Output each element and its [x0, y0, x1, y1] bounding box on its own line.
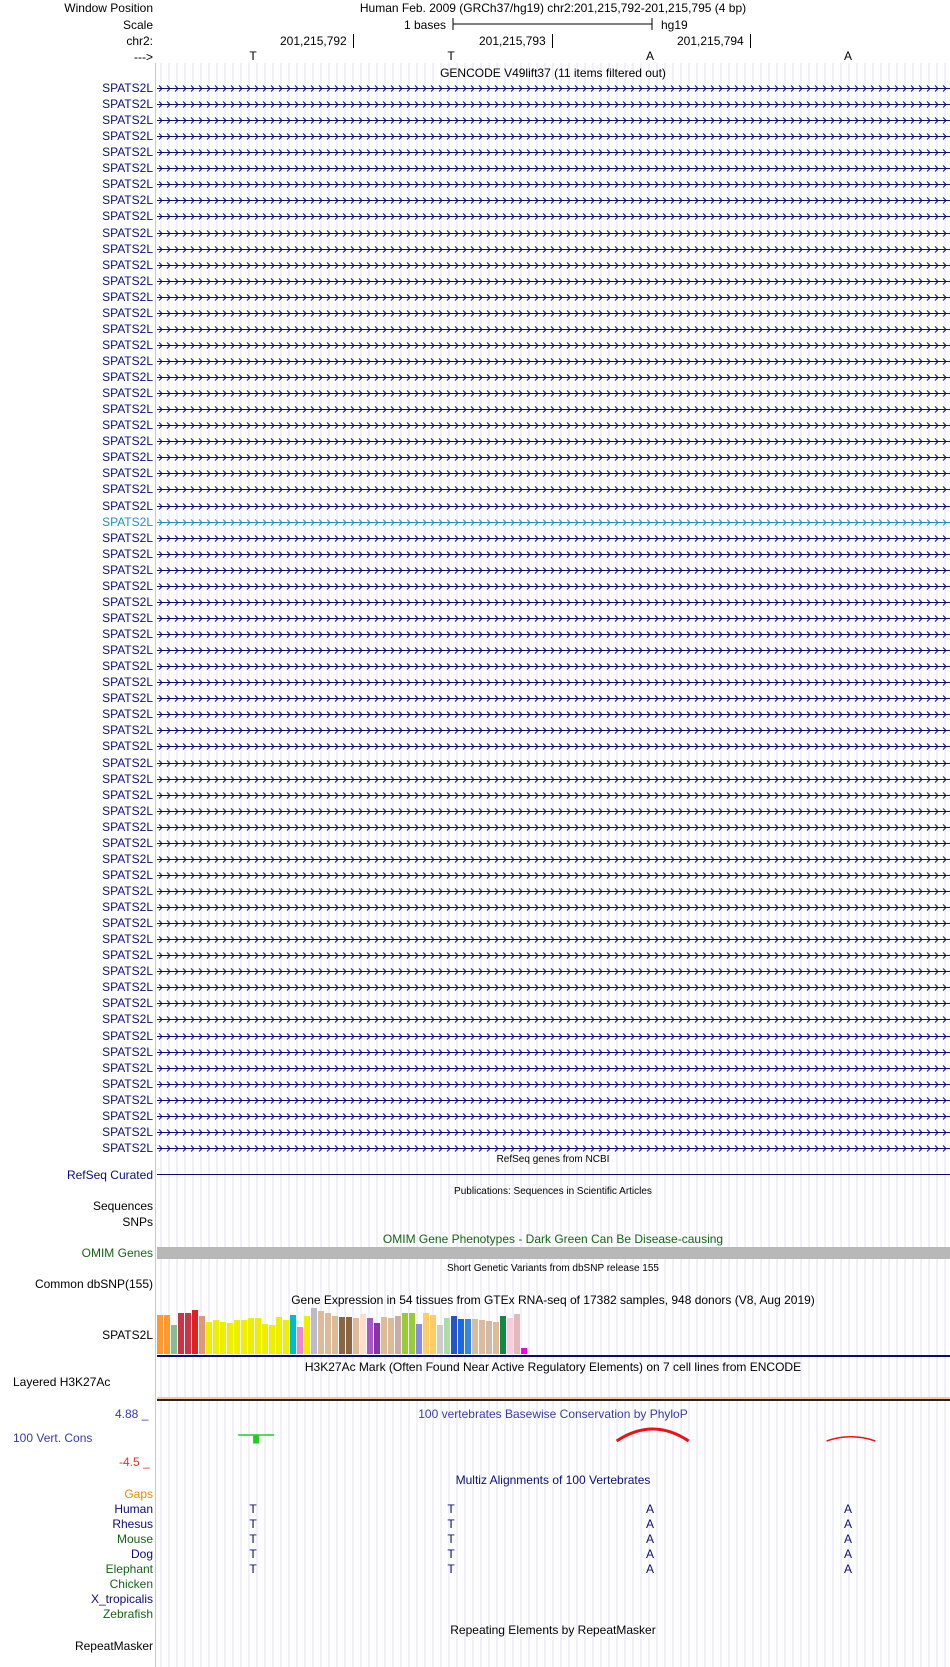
gencode-transcript[interactable]	[157, 258, 950, 273]
gencode-transcript[interactable]	[157, 772, 950, 787]
gtex-tissue-bar[interactable]	[409, 1313, 415, 1354]
gtex-tissue-bar[interactable]	[290, 1315, 296, 1354]
scale-bar	[452, 16, 654, 32]
gencode-gene-label[interactable]: SPATS2L	[102, 306, 153, 320]
gencode-gene-label[interactable]: SPATS2L	[102, 1045, 153, 1059]
gtex-tissue-bar[interactable]	[374, 1323, 380, 1354]
gtex-tissue-bar[interactable]	[304, 1316, 310, 1354]
gtex-tissue-bar[interactable]	[220, 1322, 226, 1354]
gencode-transcript[interactable]	[157, 579, 950, 594]
sequence-base: T	[249, 49, 257, 63]
gencode-transcript[interactable]	[157, 370, 950, 385]
position-label-1: 201,215,792	[280, 34, 347, 48]
gencode-gene-label[interactable]: SPATS2L	[102, 129, 153, 143]
gencode-gene-label[interactable]: SPATS2L	[102, 290, 153, 304]
refseq-curated-label[interactable]: RefSeq Curated	[66, 1168, 153, 1182]
gencode-gene-label[interactable]: SPATS2L	[102, 643, 153, 657]
multiz-base: T	[249, 1547, 257, 1561]
gtex-tissue-bar[interactable]	[465, 1319, 471, 1354]
conservation-min-label: -4.5 _	[119, 1455, 150, 1469]
omim-track-title: OMIM Gene Phenotypes - Dark Green Can Be Disease-causing	[382, 1232, 724, 1246]
multiz-gaps-label[interactable]: Gaps	[124, 1487, 153, 1501]
gtex-tissue-bar[interactable]	[360, 1314, 366, 1354]
gencode-gene-label[interactable]: SPATS2L	[102, 932, 153, 946]
gtex-tissue-bar[interactable]	[178, 1313, 184, 1354]
gencode-gene-label[interactable]: SPATS2L	[102, 386, 153, 400]
gencode-gene-label[interactable]: SPATS2L	[102, 338, 153, 352]
multiz-base: A	[645, 1547, 654, 1561]
gencode-transcript[interactable]	[157, 1093, 950, 1108]
gencode-gene-label[interactable]: SPATS2L	[102, 1109, 153, 1123]
gtex-tissue-bar[interactable]	[339, 1317, 345, 1354]
h3k27ac-track-title: H3K27Ac Mark (Often Found Near Active Regulatory Elements) on 7 cell lines from ENCODE	[304, 1360, 802, 1374]
gencode-gene-label[interactable]: SPATS2L	[102, 274, 153, 288]
gtex-tissue-bar[interactable]	[255, 1318, 261, 1354]
gencode-transcript[interactable]	[157, 627, 950, 642]
gencode-gene-label[interactable]: SPATS2L	[102, 1141, 153, 1155]
gencode-gene-label[interactable]: SPATS2L	[102, 322, 153, 336]
multiz-base: T	[249, 1532, 257, 1546]
gencode-transcript[interactable]	[157, 948, 950, 963]
multiz-species-label[interactable]: Mouse	[116, 1532, 153, 1546]
gtex-tissue-bar[interactable]	[227, 1323, 233, 1354]
gencode-transcript[interactable]	[157, 531, 950, 546]
multiz-base: A	[843, 1502, 852, 1516]
gencode-gene-label[interactable]: SPATS2L	[102, 1125, 153, 1139]
gencode-transcript[interactable]	[157, 932, 950, 947]
gencode-gene-label[interactable]: SPATS2L	[102, 1012, 153, 1026]
sequence-base: T	[447, 49, 455, 63]
gencode-gene-label[interactable]: SPATS2L	[102, 675, 153, 689]
gencode-transcript[interactable]	[157, 723, 950, 738]
scale-label: Scale	[122, 18, 153, 32]
multiz-species-label[interactable]: Rhesus	[112, 1517, 153, 1531]
h3k27ac-signal-dark	[157, 1399, 950, 1401]
gencode-gene-label[interactable]: SPATS2L	[102, 756, 153, 770]
gencode-transcript[interactable]	[157, 804, 950, 819]
gencode-transcript[interactable]	[157, 980, 950, 995]
gencode-gene-label[interactable]: SPATS2L	[102, 820, 153, 834]
gtex-tissue-bar[interactable]	[297, 1327, 303, 1354]
gencode-transcript[interactable]	[157, 739, 950, 754]
position-label-2: 201,215,793	[479, 34, 546, 48]
gencode-transcript[interactable]	[157, 852, 950, 867]
repeatmasker-label[interactable]: RepeatMasker	[74, 1639, 153, 1653]
gencode-gene-label[interactable]: SPATS2L	[102, 370, 153, 384]
gencode-gene-label[interactable]: SPATS2L	[102, 996, 153, 1010]
gencode-transcript[interactable]	[157, 274, 950, 289]
gencode-transcript[interactable]	[157, 820, 950, 835]
gtex-tissue-bar[interactable]	[416, 1324, 422, 1354]
multiz-base: T	[447, 1532, 455, 1546]
strand-label: --->	[134, 50, 153, 64]
gtex-tissue-bar[interactable]	[451, 1316, 457, 1354]
gtex-tissue-bar[interactable]	[213, 1320, 219, 1354]
gencode-transcript[interactable]	[157, 306, 950, 321]
multiz-base: A	[843, 1547, 852, 1561]
multiz-base: T	[447, 1517, 455, 1531]
gencode-transcript[interactable]	[157, 707, 950, 722]
gencode-gene-label[interactable]: SPATS2L	[102, 611, 153, 625]
gtex-tissue-bar[interactable]	[500, 1316, 506, 1354]
gencode-gene-label[interactable]: SPATS2L	[102, 627, 153, 641]
gencode-gene-label[interactable]: SPATS2L	[102, 707, 153, 721]
gencode-gene-label[interactable]: SPATS2L	[102, 1077, 153, 1091]
multiz-base: T	[249, 1562, 257, 1576]
gencode-gene-label[interactable]: SPATS2L	[102, 242, 153, 256]
conservation-max-label: 4.88 _	[115, 1407, 149, 1421]
conservation-track-title: 100 vertebrates Basewise Conservation by PhyloP	[418, 1407, 688, 1421]
gencode-gene-label[interactable]: SPATS2L	[102, 113, 153, 127]
phylop-negative-mark	[238, 1435, 274, 1444]
gencode-transcript[interactable]	[157, 322, 950, 337]
gencode-transcript[interactable]	[157, 611, 950, 626]
publications-track-title: Publications: Sequences in Scientific Articles	[454, 1186, 652, 1197]
gencode-transcript[interactable]	[157, 900, 950, 915]
gencode-gene-label[interactable]: SPATS2L	[102, 980, 153, 994]
gencode-transcript[interactable]	[157, 1109, 950, 1124]
gtex-tissue-bar[interactable]	[206, 1322, 212, 1354]
publications-snps-label[interactable]: SNPs	[122, 1215, 153, 1229]
multiz-species-label[interactable]: Chicken	[109, 1577, 153, 1591]
gtex-tissue-bar[interactable]	[472, 1319, 478, 1354]
gencode-transcript[interactable]	[157, 482, 950, 497]
gencode-gene-label[interactable]: SPATS2L	[102, 852, 153, 866]
gtex-tissue-bar[interactable]	[430, 1315, 436, 1354]
gtex-tissue-bar[interactable]	[311, 1308, 317, 1354]
gencode-gene-label[interactable]: SPATS2L	[102, 466, 153, 480]
gencode-transcript[interactable]	[157, 756, 950, 771]
gencode-transcript[interactable]	[157, 177, 950, 192]
gencode-transcript[interactable]	[157, 209, 950, 224]
gencode-transcript[interactable]	[157, 81, 950, 96]
gencode-transcript[interactable]	[157, 145, 950, 160]
multiz-base: A	[645, 1502, 654, 1516]
gencode-transcript[interactable]	[157, 242, 950, 257]
gencode-gene-label[interactable]: SPATS2L	[102, 482, 153, 496]
multiz-base: T	[447, 1562, 455, 1576]
repeatmasker-track-title: Repeating Elements by RepeatMasker	[450, 1623, 656, 1637]
gencode-transcript[interactable]	[157, 659, 950, 674]
gencode-transcript[interactable]	[157, 884, 950, 899]
gtex-tissue-bar[interactable]	[248, 1318, 254, 1354]
gencode-gene-label[interactable]: SPATS2L	[102, 145, 153, 159]
gencode-gene-label[interactable]: SPATS2L	[102, 659, 153, 673]
gtex-tissue-bar[interactable]	[367, 1318, 373, 1354]
gencode-transcript[interactable]	[157, 836, 950, 851]
refseq-track-title: RefSeq genes from NCBI	[496, 1154, 610, 1165]
conservation-label[interactable]: 100 Vert. Cons	[13, 1431, 93, 1445]
gtex-tissue-bar[interactable]	[185, 1313, 191, 1354]
multiz-base: T	[447, 1547, 455, 1561]
h3k27ac-label[interactable]: Layered H3K27Ac	[13, 1375, 111, 1389]
gencode-transcript[interactable]	[157, 595, 950, 610]
gtex-gene-label[interactable]: SPATS2L	[102, 1328, 153, 1342]
gtex-tissue-bar[interactable]	[388, 1318, 394, 1354]
gencode-gene-label[interactable]: SPATS2L	[102, 161, 153, 175]
sequence-base: A	[843, 49, 852, 63]
gtex-tissue-bar[interactable]	[395, 1316, 401, 1354]
multiz-species-label[interactable]: X_tropicalis	[90, 1592, 153, 1606]
position-label-3: 201,215,794	[677, 34, 744, 48]
gtex-tissue-bar[interactable]	[458, 1319, 464, 1354]
gencode-gene-label[interactable]: SPATS2L	[102, 1029, 153, 1043]
gencode-gene-label[interactable]: SPATS2L	[102, 691, 153, 705]
gencode-gene-label[interactable]: SPATS2L	[102, 595, 153, 609]
gtex-expression-bars[interactable]	[157, 1306, 532, 1354]
gencode-transcript[interactable]	[157, 129, 950, 144]
gtex-tissue-bar[interactable]	[164, 1315, 170, 1354]
gencode-gene-label[interactable]: SPATS2L	[102, 884, 153, 898]
gtex-tissue-bar[interactable]	[269, 1325, 275, 1354]
position-tick-1	[353, 34, 354, 48]
multiz-base: T	[447, 1502, 455, 1516]
multiz-track-title: Multiz Alignments of 100 Vertebrates	[455, 1473, 651, 1487]
gencode-gene-label[interactable]: SPATS2L	[102, 579, 153, 593]
gencode-gene-label[interactable]: SPATS2L	[102, 193, 153, 207]
gencode-transcript[interactable]	[157, 1061, 950, 1076]
gencode-transcript[interactable]	[157, 338, 950, 353]
omim-gene-bar[interactable]	[157, 1247, 950, 1259]
gencode-gene-label[interactable]: SPATS2L	[102, 177, 153, 191]
gtex-tissue-bar[interactable]	[199, 1316, 205, 1354]
gencode-gene-label[interactable]: SPATS2L	[102, 868, 153, 882]
gencode-gene-label[interactable]: SPATS2L	[102, 226, 153, 240]
gtex-tissue-bar[interactable]	[332, 1316, 338, 1354]
multiz-species-label[interactable]: Elephant	[105, 1562, 153, 1576]
gencode-gene-label[interactable]: SPATS2L	[102, 964, 153, 978]
gencode-gene-label[interactable]: SPATS2L	[102, 354, 153, 368]
gtex-tissue-bar[interactable]	[479, 1320, 485, 1354]
gencode-transcript[interactable]	[157, 563, 950, 578]
gencode-gene-label[interactable]: SPATS2L	[102, 209, 153, 223]
gtex-tissue-bar[interactable]	[521, 1348, 527, 1354]
gencode-transcript[interactable]	[157, 1077, 950, 1092]
gencode-transcript[interactable]	[157, 916, 950, 931]
gencode-transcript[interactable]	[157, 466, 950, 481]
gencode-transcript[interactable]	[157, 386, 950, 401]
window-position-label: Window Position	[64, 1, 153, 15]
gencode-gene-label[interactable]: SPATS2L	[102, 402, 153, 416]
gencode-transcript[interactable]	[157, 161, 950, 176]
omim-genes-label[interactable]: OMIM Genes	[81, 1246, 153, 1260]
gencode-gene-label[interactable]: SPATS2L	[102, 900, 153, 914]
gencode-transcript[interactable]	[157, 643, 950, 658]
position-tick-2	[552, 34, 553, 48]
multiz-species-label[interactable]: Human	[114, 1502, 153, 1516]
multiz-base: A	[645, 1532, 654, 1546]
gencode-transcript[interactable]	[157, 788, 950, 803]
gencode-track-title: GENCODE V49lift37 (11 items filtered out)	[440, 66, 666, 80]
gtex-tissue-bar[interactable]	[381, 1317, 387, 1354]
gtex-tissue-bar[interactable]	[171, 1325, 177, 1354]
gencode-transcript[interactable]	[157, 499, 950, 514]
gencode-gene-label[interactable]: SPATS2L	[102, 97, 153, 111]
gencode-transcript[interactable]	[157, 515, 950, 530]
multiz-species-label[interactable]: Zebrafish	[102, 1607, 153, 1621]
multiz-base: A	[645, 1517, 654, 1531]
gtex-tissue-bar[interactable]	[486, 1321, 492, 1354]
gencode-gene-label[interactable]: SPATS2L	[102, 499, 153, 513]
multiz-species-label[interactable]: Dog	[130, 1547, 153, 1561]
gtex-tissue-bar[interactable]	[325, 1313, 331, 1354]
phylop-positive-mark	[617, 1429, 689, 1441]
gencode-gene-label[interactable]: SPATS2L	[102, 948, 153, 962]
gencode-gene-label[interactable]: SPATS2L	[102, 547, 153, 561]
gencode-gene-label[interactable]: SPATS2L	[102, 515, 153, 529]
gencode-transcript[interactable]	[157, 1045, 950, 1060]
assembly-position-text: Human Feb. 2009 (GRCh37/hg19) chr2:201,215,792-201,215,795 (4 bp)	[359, 1, 747, 15]
gtex-tissue-bar[interactable]	[276, 1317, 282, 1354]
gtex-tissue-bar[interactable]	[437, 1325, 443, 1354]
dbsnp-track-title: Short Genetic Variants from dbSNP release 155	[447, 1263, 659, 1274]
phylop-positive-mark	[827, 1437, 876, 1441]
gencode-transcript[interactable]	[157, 547, 950, 562]
gencode-gene-label[interactable]: SPATS2L	[102, 836, 153, 850]
gtex-tissue-bar[interactable]	[346, 1317, 352, 1354]
multiz-base: T	[249, 1517, 257, 1531]
multiz-base: A	[645, 1562, 654, 1576]
gtex-tissue-bar[interactable]	[514, 1314, 520, 1354]
gencode-transcript[interactable]	[157, 434, 950, 449]
gencode-transcript[interactable]	[157, 691, 950, 706]
gtex-tissue-bar[interactable]	[157, 1315, 163, 1354]
gencode-gene-label[interactable]: SPATS2L	[102, 723, 153, 737]
gencode-transcript[interactable]	[157, 402, 950, 417]
gencode-transcript[interactable]	[157, 964, 950, 979]
gtex-tissue-bar[interactable]	[241, 1320, 247, 1354]
multiz-base: T	[249, 1502, 257, 1516]
gencode-gene-label[interactable]: SPATS2L	[102, 258, 153, 272]
gtex-gene-line	[157, 1355, 950, 1357]
gencode-transcript[interactable]	[157, 418, 950, 433]
gencode-transcript[interactable]	[157, 1012, 950, 1027]
gencode-transcript[interactable]	[157, 113, 950, 128]
refseq-gene-line[interactable]	[157, 1174, 950, 1175]
gtex-track-title: Gene Expression in 54 tissues from GTEx RNA-seq of 17382 samples, 948 donors (V8, Aug 2019)	[291, 1293, 815, 1307]
gencode-gene-label[interactable]: SPATS2L	[102, 563, 153, 577]
gencode-gene-label[interactable]: SPATS2L	[102, 772, 153, 786]
gencode-transcript[interactable]	[157, 675, 950, 690]
gtex-tissue-bar[interactable]	[192, 1310, 198, 1354]
gtex-tissue-bar[interactable]	[493, 1322, 499, 1354]
gencode-gene-label[interactable]: SPATS2L	[102, 804, 153, 818]
scale-bases-text: 1 bases	[404, 18, 447, 32]
gencode-gene-label[interactable]: SPATS2L	[102, 450, 153, 464]
gencode-gene-label[interactable]: SPATS2L	[102, 1061, 153, 1075]
multiz-base: A	[843, 1532, 852, 1546]
multiz-base: A	[843, 1517, 852, 1531]
gtex-tissue-bar[interactable]	[283, 1320, 289, 1354]
sequence-base: A	[645, 49, 654, 63]
dbsnp-label[interactable]: Common dbSNP(155)	[34, 1277, 153, 1291]
gencode-transcript[interactable]	[157, 290, 950, 305]
gtex-tissue-bar[interactable]	[507, 1318, 513, 1354]
gtex-tissue-bar[interactable]	[318, 1311, 324, 1354]
publications-sequences-label[interactable]: Sequences	[92, 1199, 153, 1213]
gencode-gene-label[interactable]: SPATS2L	[102, 81, 153, 95]
gtex-tissue-bar[interactable]	[444, 1318, 450, 1354]
gtex-tissue-bar[interactable]	[353, 1318, 359, 1354]
gtex-tissue-bar[interactable]	[262, 1324, 268, 1354]
gencode-gene-label[interactable]: SPATS2L	[102, 434, 153, 448]
gencode-transcript[interactable]	[157, 996, 950, 1011]
gencode-transcript[interactable]	[157, 1029, 950, 1044]
gtex-tissue-bar[interactable]	[423, 1313, 429, 1354]
gtex-tissue-bar[interactable]	[402, 1313, 408, 1354]
gencode-transcript[interactable]	[157, 97, 950, 112]
scale-db-text: hg19	[661, 18, 688, 32]
gencode-transcript[interactable]	[157, 193, 950, 208]
gencode-gene-label[interactable]: SPATS2L	[102, 1093, 153, 1107]
gencode-gene-label[interactable]: SPATS2L	[102, 531, 153, 545]
gencode-transcript[interactable]	[157, 354, 950, 369]
gencode-transcript[interactable]	[157, 450, 950, 465]
gtex-tissue-bar[interactable]	[234, 1320, 240, 1354]
gencode-transcript[interactable]	[157, 1125, 950, 1140]
position-tick-3	[750, 34, 751, 48]
chrom-label: chr2:	[126, 34, 153, 48]
gencode-transcript[interactable]	[157, 868, 950, 883]
gencode-transcript[interactable]	[157, 226, 950, 241]
gencode-gene-label[interactable]: SPATS2L	[102, 788, 153, 802]
multiz-base: A	[843, 1562, 852, 1576]
gencode-gene-label[interactable]: SPATS2L	[102, 916, 153, 930]
phylop-plot[interactable]	[157, 1425, 950, 1457]
gencode-gene-label[interactable]: SPATS2L	[102, 739, 153, 753]
gencode-gene-label[interactable]: SPATS2L	[102, 418, 153, 432]
